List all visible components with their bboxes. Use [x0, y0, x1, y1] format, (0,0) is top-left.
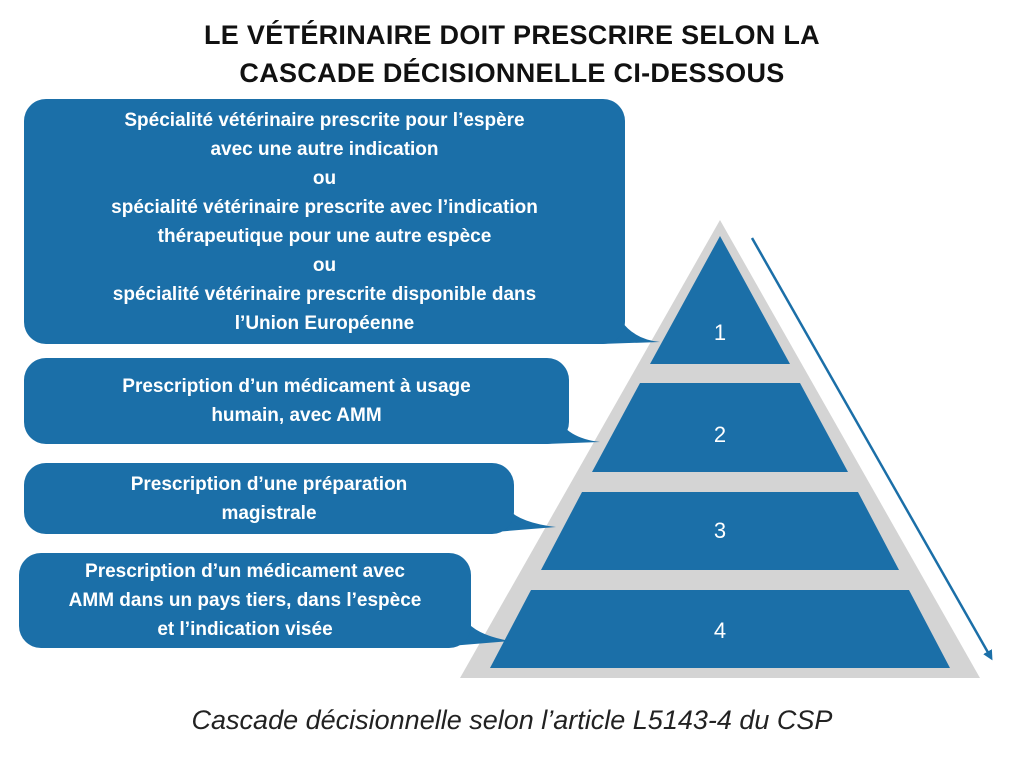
bubble-1-line-1: Spécialité vétérinaire prescrite pour l’espère — [124, 109, 525, 131]
bubble-level-1 — [24, 99, 625, 344]
bubble-1-line-5: thérapeutique pour une autre espèce — [157, 225, 492, 247]
figure-caption: Cascade décisionnelle selon l’article L5143-4 du CSP — [191, 705, 833, 735]
bubble-1-line-3: ou — [312, 167, 337, 189]
bubble-level-2 — [24, 358, 569, 444]
bubble-4-line-2: AMM dans un pays tiers, dans l’espèce — [68, 590, 422, 611]
bubble-1-line-4: spécialité vétérinaire prescrite avec l’indication — [111, 196, 538, 218]
bubble-1-line-6: ou — [312, 254, 337, 276]
bubble-1-line-8: l’Union Européenne — [234, 312, 415, 334]
title-line-1: LE VÉTÉRINAIRE DOIT PRESCRIRE SELON LA — [204, 20, 820, 50]
tier-number-1: 1 — [713, 320, 727, 345]
bubble-1-line-2: avec une autre indication — [210, 138, 439, 160]
bubble-2-line-2: humain, avec AMM — [211, 405, 382, 426]
bubble-level-4 — [19, 553, 471, 648]
bubble-1-line-7: spécialité vétérinaire prescrite disponible dans — [112, 283, 537, 305]
bubble-4-line-1: Prescription d’un médicament avec — [85, 561, 405, 582]
title-line-2: CASCADE DÉCISIONNELLE CI-DESSOUS — [239, 58, 785, 88]
tier-number-4: 4 — [713, 618, 727, 643]
tier-number-2: 2 — [713, 422, 727, 447]
bubble-2-line-1: Prescription d’un médicament à usage — [122, 376, 471, 397]
bubble-level-3 — [24, 463, 514, 534]
bubble-3-line-2: magistrale — [221, 502, 317, 524]
tier-number-3: 3 — [713, 518, 727, 543]
bubble-3-line-1: Prescription d’une préparation — [130, 473, 408, 495]
bubble-4-line-3: et l’indication visée — [157, 619, 333, 640]
